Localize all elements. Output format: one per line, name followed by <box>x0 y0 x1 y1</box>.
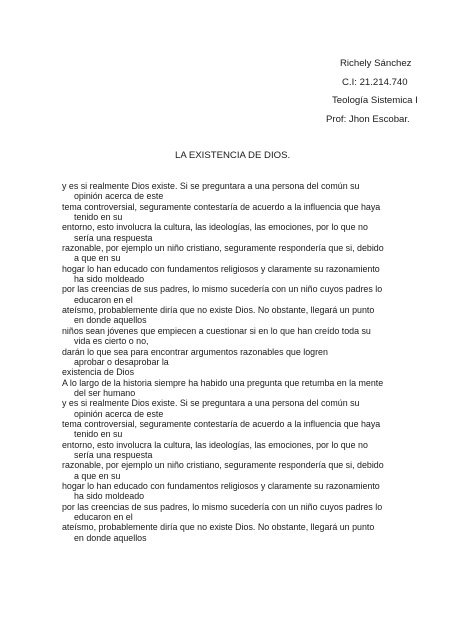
body-text-line: tema controversial, seguramente contestaría de acuerdo a la influencia que haya <box>62 418 381 429</box>
course-name: Teología Sistemica I <box>332 95 418 107</box>
body-text-line: existencia de Dios <box>62 367 135 378</box>
body-text-line: y es si realmente Dios existe. Si se preguntara a una persona del común su <box>62 181 360 191</box>
body-text-line: hogar lo han educado con fundamentos religiosos y claramente su razonamiento <box>62 480 380 491</box>
body-text-line: opinión acerca de este <box>74 191 164 202</box>
author-header <box>326 55 418 129</box>
body-text-line: por las creencias de sus padres, lo mismo sucedería con un niño cuyos padres lo <box>62 501 383 512</box>
body-text-line: ha sido moldeado <box>74 491 145 502</box>
professor-name: Prof: Jhon Escobar. <box>326 113 410 125</box>
body-text-line: a que en su <box>74 253 121 264</box>
body-text-line: educaron en el <box>74 294 133 305</box>
body-text-line: A lo largo de la historia siempre ha habido una pregunta que retumba en la mente <box>62 377 384 388</box>
body-text-line: tenido en su <box>74 212 123 223</box>
body-text-line: educaron en el <box>74 512 133 522</box>
body-text-line: darán lo que sea para encontrar argumentos razonables que logren <box>62 346 328 357</box>
body-text-line: tema controversial, seguramente contestaría de acuerdo a la influencia que haya <box>62 201 381 212</box>
document-body <box>62 181 412 543</box>
body-text-line: vida es cierto o no, <box>74 336 149 347</box>
body-text-line: en donde aquellos <box>74 315 147 326</box>
body-text-line: sería una respuesta <box>74 449 153 460</box>
body-text-line: sería una respuesta <box>74 232 153 243</box>
document-title: LA EXISTENCIA DE DIOS. <box>175 150 291 161</box>
author-name: Richely Sánchez <box>340 58 412 69</box>
body-text-line: niños sean jóvenes que empiecen a cuestionar si en lo que han creído toda su <box>62 325 371 336</box>
body-text-line: hogar lo han educado con fundamentos religiosos y claramente su razonamiento <box>62 263 380 274</box>
body-text-line: a que en su <box>74 470 121 481</box>
body-text-line: ateísmo, probablemente diría que no existe Dios. No obstante, llegará un punto <box>62 305 375 316</box>
author-id: C.I: 21.214.740 <box>342 76 408 88</box>
body-text-line: ateísmo, probablemente diría que no existe Dios. No obstante, llegará un punto <box>62 522 375 533</box>
body-text-line: entorno, esto involucra la cultura, las ideologías, las emociones, por lo que no <box>62 222 368 233</box>
body-text-line: razonable, por ejemplo un niño cristiano, seguramente respondería que si, debido <box>62 460 384 471</box>
body-text-line: en donde aquellos <box>74 532 147 543</box>
body-text-line: y es si realmente Dios existe. Si se preguntara a una persona del común su <box>62 398 360 409</box>
body-text-line: del ser humano <box>74 387 136 398</box>
body-text-line: ha sido moldeado <box>74 274 145 285</box>
body-text-line: aprobar o desaprobar la <box>74 356 169 367</box>
body-text-line: por las creencias de sus padres, lo mismo sucedería con un niño cuyos padres lo <box>62 284 383 295</box>
body-text-line: opinión acerca de este <box>74 408 164 419</box>
body-text-line: entorno, esto involucra la cultura, las ideologías, las emociones, por lo que no <box>62 439 368 450</box>
body-text-line: razonable, por ejemplo un niño cristiano, seguramente respondería que si, debido <box>62 243 384 254</box>
body-text-line: tenido en su <box>74 429 123 440</box>
